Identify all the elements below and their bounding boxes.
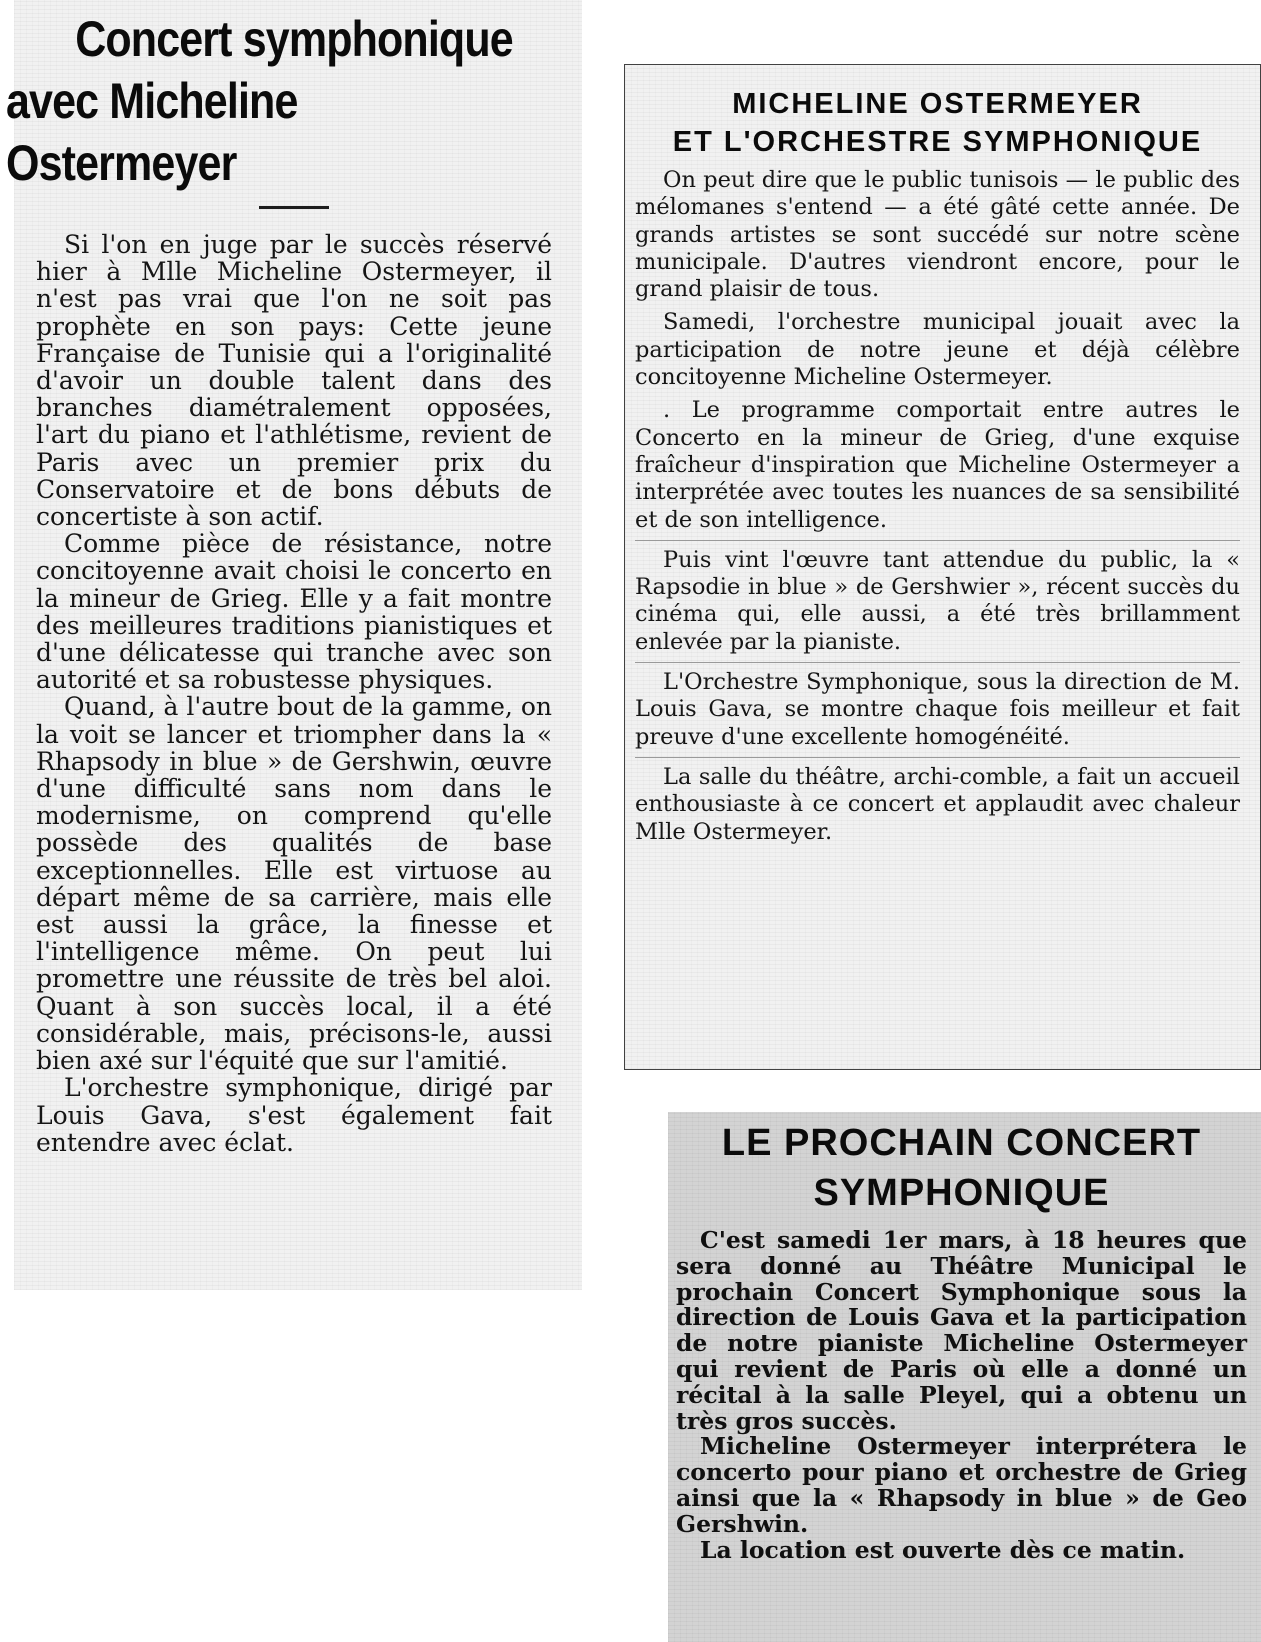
- clipping-1-title-line-1: Concert symphonique: [75, 11, 513, 67]
- clipping-2-paragraph: Samedi, l'orchestre municipal jouait avec la participation de notre jeune et déjà célèbre concitoyenne Micheline Ostermeyer.: [635, 309, 1240, 391]
- clipping-2-paragraph: On peut dire que le public tunisois — le public des mélomanes s'entend — a été gâté cette année. De grands artistes se sont succédé sur notre scène municipale. D'autres viendront encore, pour le grand plaisir de tous.: [635, 167, 1240, 303]
- clipping-2-paragraph: La salle du théâtre, archi-comble, a fait un accueil enthousiaste à ce concert et applaudit avec chaleur Mlle Ostermeyer.: [635, 763, 1240, 845]
- clipping-prochain-concert: [668, 1112, 1261, 1642]
- clipping-2-title-line-2: ET L'ORCHESTRE SYMPHONIQUE: [672, 126, 1203, 158]
- clipping-3-paragraph: La location est ouverte dès ce matin.: [700, 1535, 1186, 1564]
- paragraph-divider: [635, 662, 1240, 663]
- clipping-2-paragraph: L'Orchestre Symphonique, sous la direction de M. Louis Gava, se montre chaque fois meilleur et fait preuve d'une excellente homogénéité.: [635, 669, 1240, 750]
- clipping-2-paragraph: Puis vint l'œuvre tant attendue du public, la « Rapsodie in blue » de Gershwier », récent succès du cinéma qui, elle aussi, a été très brillamment enlevée par la pianiste.: [635, 546, 1240, 655]
- clipping-1-paragraph: Quand, à l'autre bout de la gamme, on la voit se lancer et triompher dans la « Rhapsody in blue » de Gershwin, œuvre d'une difficulté sans nom dans le modernisme, on comprend qu'elle possède des qualités de base exceptionnelles. Elle est virtuose au départ même de sa carrière, mais elle est aussi la grâce, la finesse et l'intelligence même. On peut lui promettre une réussite de très bel aloi. Quant à son succès local, il a été considérable, mais, précisons-le, aussi bien axé sur l'équité que sur l'amitié.: [36, 692, 552, 1076]
- clipping-concert-symphonique: [6, 0, 582, 1290]
- clipping-3-paragraph: C'est samedi 1er mars, à 18 heures que sera donné au Théâtre Municipal le prochain Concert Symphonique sous la direction de Louis Gava et la participation de notre pianiste Micheline Ostermeyer qui revient de Paris où elle a donné un récital à la salle Pleyel, qui a obtenu un très gros succès.: [676, 1226, 1247, 1435]
- paragraph-divider: [635, 540, 1240, 541]
- clipping-1-title-line-2: avec Micheline Ostermeyer: [6, 73, 298, 191]
- clipping-1-paragraph: L'orchestre symphonique, dirigé par Louis Gava, s'est également fait entendre avec éclat.: [36, 1073, 552, 1157]
- paragraph-divider: [635, 757, 1240, 758]
- clipping-2-paragraph: . Le programme comportait entre autres le Concerto en la mineur de Grieg, d'une exquise fraîcheur d'inspiration que Micheline Ostermeyer a interprétée avec toutes les nuances de sa sensibilité et de son intelligence.: [635, 397, 1240, 533]
- clipping-3-body: [676, 1228, 1247, 1563]
- clipping-1-paragraph: Comme pièce de résistance, notre concitoyenne avait choisi le concerto en la mineur de Grieg. Elle y a fait montre des meilleures traditions pianistiques et d'une délicatesse qui tranche avec son autorité et sa robustesse physiques.: [36, 529, 552, 695]
- clipping-orchestre-symphonique: [624, 64, 1261, 1070]
- title-divider: [259, 206, 329, 209]
- clipping-1-paragraph: Si l'on en juge par le succès réservé hier à Mlle Micheline Ostermeyer, il n'est pas vrai que l'on ne soit pas prophète en son pays: Cette jeune Française de Tunisie qui a l'originalité d'avoir un double talent dans des branches diamétralement opposées, l'art du piano et l'athlétisme, revient de Paris avec un premier prix du Conservatoire et de bons débuts de concertiste à son actif.: [36, 230, 552, 532]
- clipping-3-paragraph: Micheline Ostermeyer interprétera le concerto pour piano et orchestre de Grieg ainsi que la « Rhapsody in blue » de Geo Gershwin.: [676, 1432, 1247, 1538]
- clipping-2-body: [635, 167, 1240, 846]
- clipping-1-body: [36, 231, 552, 1156]
- clipping-3-title-line-1: LE PROCHAIN CONCERT: [721, 1122, 1202, 1164]
- clipping-2-title-line-1: MICHELINE OSTERMEYER: [732, 88, 1143, 120]
- clipping-3-title-line-2: SYMPHONIQUE: [813, 1172, 1110, 1214]
